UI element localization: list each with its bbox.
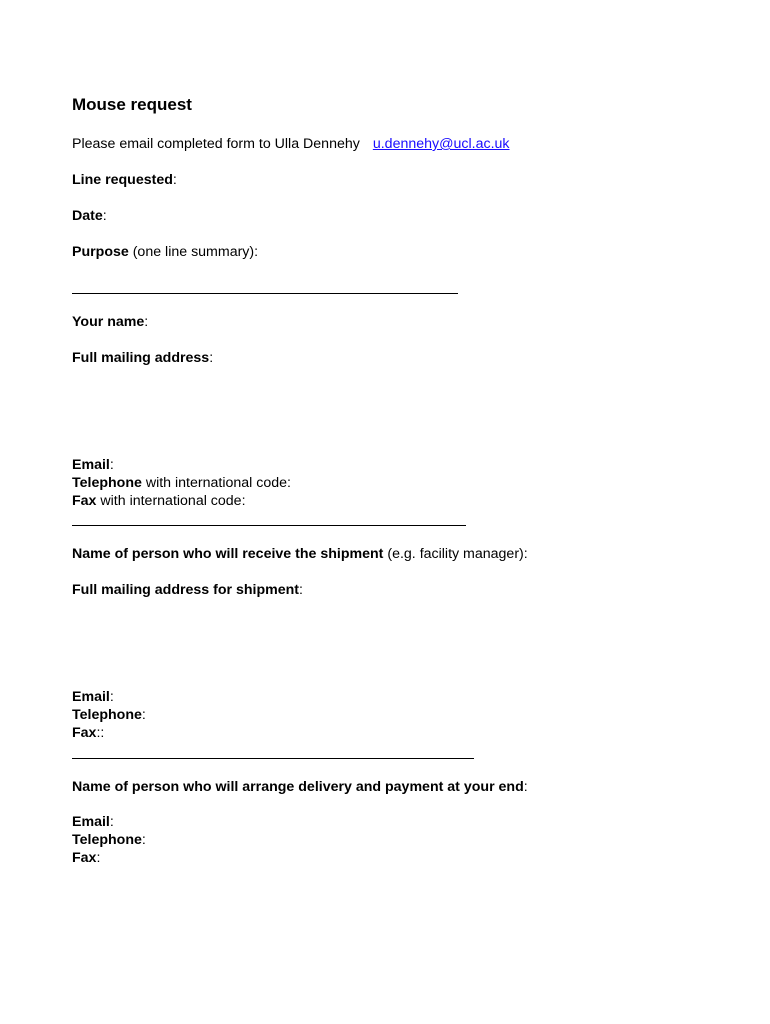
line-requested-field xyxy=(72,171,177,189)
divider-1 xyxy=(72,293,458,294)
purpose-label: Purpose xyxy=(72,244,129,260)
shipment-person-field xyxy=(72,545,528,563)
contact3-email-suffix: : xyxy=(109,814,114,830)
intro-text: Please email completed form to Ulla Dennehy xyxy=(72,136,360,152)
shipment-person-suffix: (e.g. facility manager): xyxy=(383,546,528,562)
contact1-email-field xyxy=(72,456,114,474)
shipment-address-label: Full mailing address for shipment xyxy=(72,582,300,598)
shipment-address-suffix: : xyxy=(299,582,303,598)
full-address-suffix: : xyxy=(209,350,214,366)
delivery-person-label: Name of person who will arrange delivery and payment at your end xyxy=(72,779,524,795)
contact1-email-label: Email xyxy=(72,457,110,473)
contact1-fax-label: Fax xyxy=(72,493,97,509)
contact2-fax-field xyxy=(72,724,104,742)
contact2-telephone-suffix: : xyxy=(141,707,146,723)
contact1-telephone-suffix: with international code: xyxy=(141,475,291,491)
line-requested-label: Line requested xyxy=(72,172,173,188)
contact3-fax-suffix: : xyxy=(96,850,101,866)
page-title: Mouse request xyxy=(72,95,192,114)
shipment-address-field xyxy=(72,581,303,599)
contact1-telephone-label: Telephone xyxy=(72,475,142,491)
line-requested-suffix: : xyxy=(172,172,177,188)
contact3-email-label: Email xyxy=(72,814,110,830)
divider-3 xyxy=(72,758,474,759)
divider-2 xyxy=(72,525,466,526)
contact3-telephone-label: Telephone xyxy=(72,832,142,848)
full-address-label: Full mailing address xyxy=(72,350,210,366)
contact3-fax-label: Fax xyxy=(72,850,97,866)
your-name-suffix: : xyxy=(144,314,149,330)
contact3-telephone-field xyxy=(72,831,146,849)
purpose-suffix: (one line summary): xyxy=(128,244,259,260)
date-suffix: : xyxy=(102,208,107,224)
contact1-fax-field xyxy=(72,492,246,510)
contact2-email-field xyxy=(72,688,114,706)
contact2-telephone-label: Telephone xyxy=(72,707,142,723)
contact2-fax-suffix: :: xyxy=(96,725,105,741)
your-name-label: Your name xyxy=(72,314,145,330)
shipment-person-label: Name of person who will receive the shipment xyxy=(72,546,384,562)
contact1-email-suffix: : xyxy=(109,457,114,473)
contact2-email-label: Email xyxy=(72,689,110,705)
contact3-fax-field xyxy=(72,849,100,867)
contact2-email-suffix: : xyxy=(109,689,114,705)
date-field xyxy=(72,207,107,225)
delivery-person-suffix: : xyxy=(523,779,528,795)
contact1-fax-suffix: with international code: xyxy=(96,493,246,509)
contact3-email-field xyxy=(72,813,114,831)
intro-line xyxy=(72,135,510,153)
contact1-telephone-field xyxy=(72,474,291,492)
contact2-telephone-field xyxy=(72,706,146,724)
full-address-field xyxy=(72,349,213,367)
delivery-person-field xyxy=(72,778,528,796)
contact3-telephone-suffix: : xyxy=(141,832,146,848)
your-name-field xyxy=(72,313,148,331)
purpose-field xyxy=(72,243,258,261)
email-link[interactable]: u.dennehy@ucl.ac.uk xyxy=(372,136,510,152)
date-label: Date xyxy=(72,208,103,224)
contact2-fax-label: Fax xyxy=(72,725,97,741)
